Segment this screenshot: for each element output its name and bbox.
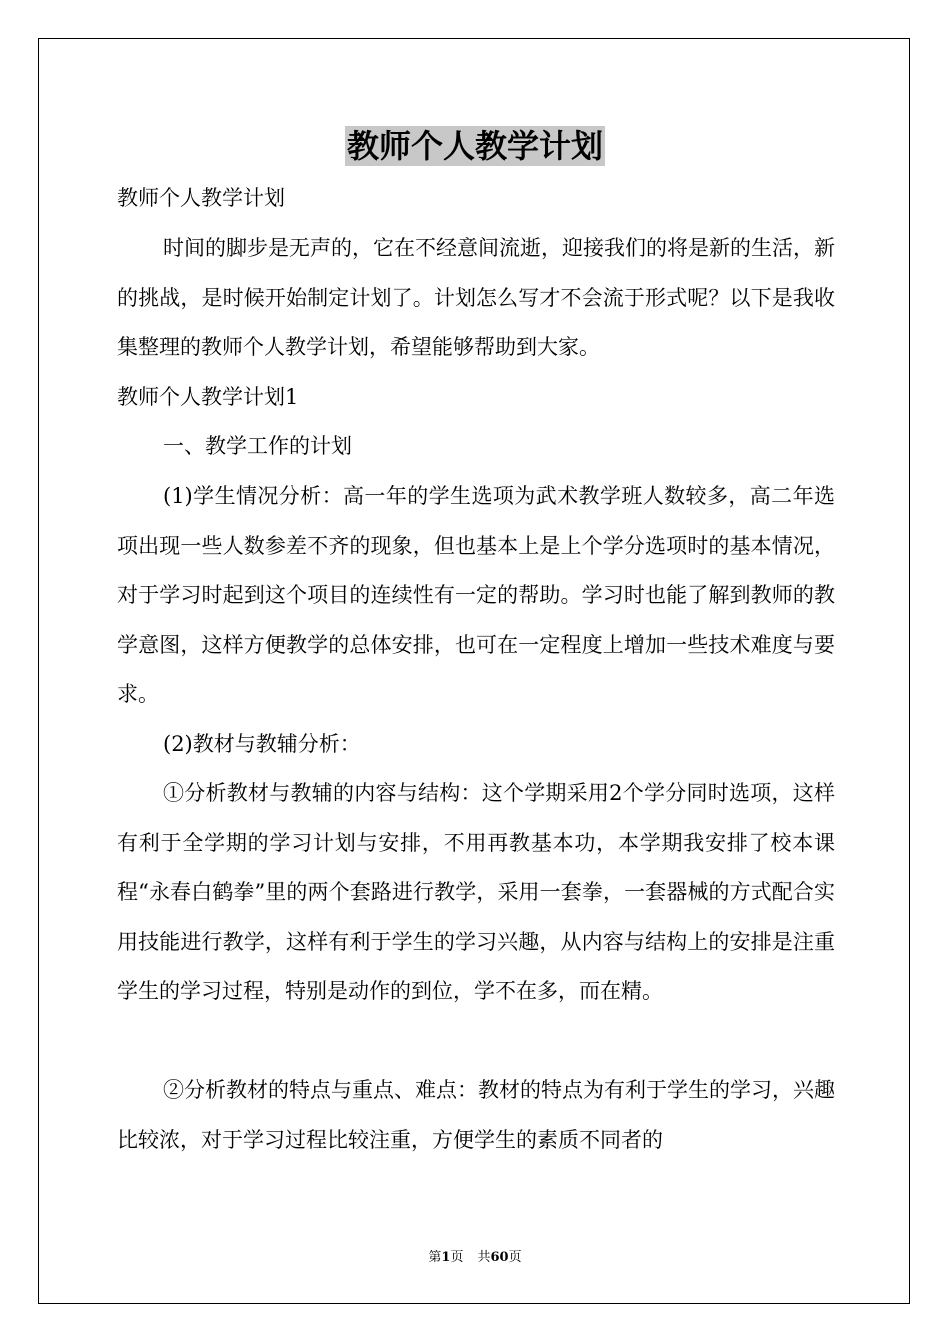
intro-paragraph: 时间的脚步是无声的，它在不经意间流逝，迎接我们的将是新的生活，新的挑战，是时候开始制定计划了。计划怎么写才不会流于形式呢？以下是我收集整理的教师个人教学计划，希望能够帮助到大家。 — [117, 236, 835, 359]
footer-prefix: 第 — [428, 1250, 442, 1265]
paragraph-materials-heading: (2)教材与教辅分析： — [163, 732, 361, 756]
heading-teaching-plan: 一、教学工作的计划 — [163, 434, 352, 458]
title-container — [0, 126, 950, 166]
footer-total-suffix: 页 — [508, 1250, 522, 1265]
document-title: 教师个人教学计划 — [346, 127, 603, 165]
section-title: 教师个人教学计划1 — [117, 385, 299, 409]
footer-total-prefix: 共 — [477, 1250, 491, 1265]
subtitle: 教师个人教学计划 — [117, 186, 285, 210]
paragraph-materials-structure: ①分析教材与教辅的内容与结构：这个学期采用2个学分同时选项，这样有利于全学期的学习计划与安排，不用再教基本功，本学期我安排了校本课程“永春白鹤拳”里的两个套路进行教学，采用一套拳，一套器械的方式配合实用技能进行教学，这样有利于学生的学习兴趣，从内容与结构上的安排是注重学生的学习过程，特别是动作的到位，学不在多，而在精。 — [117, 781, 835, 1003]
page-footer — [0, 1246, 950, 1265]
footer-page-suffix: 页 — [450, 1250, 464, 1265]
paragraph-student-analysis: (1)学生情况分析：高一年的学生选项为武术教学班人数较多，高二年选项出现一些人数参差不齐的现象，但也基本上是上个学分选项时的基本情况，对于学习时起到这个项目的连续性有一定的帮助。学习时也能了解到教师的教学意图，这样方便教学的总体安排，也可在一定程度上增加一些技术难度与要求。 — [117, 484, 835, 706]
paragraph-materials-features: ②分析教材的特点与重点、难点：教材的特点为有利于学生的学习，兴趣比较浓，对于学习过程比较注重，方便学生的素质不同者的 — [117, 1078, 835, 1152]
footer-total-pages: 60 — [490, 1250, 509, 1265]
footer-page-number: 1 — [441, 1250, 451, 1265]
